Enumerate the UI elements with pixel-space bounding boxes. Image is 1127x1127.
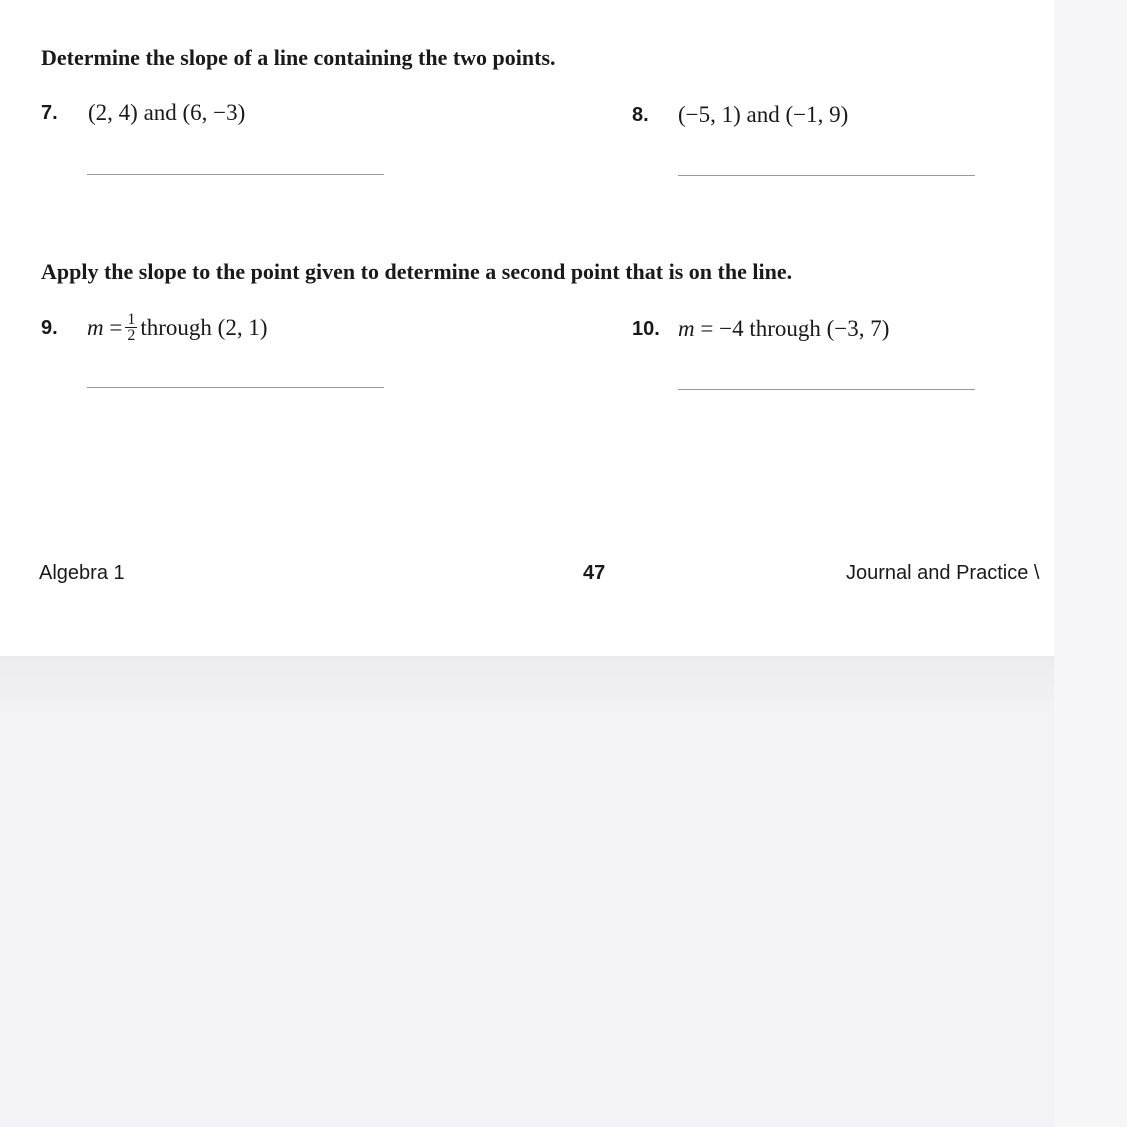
problem-8-answer-line[interactable] xyxy=(678,175,975,176)
problem-10-number: 10. xyxy=(632,318,660,340)
problem-9-answer-line[interactable] xyxy=(87,387,384,388)
problem-10-rest: = −4 through (−3, 7) xyxy=(694,316,890,341)
problem-9-equals: = xyxy=(103,314,123,340)
section1-heading: Determine the slope of a line containing the two points. xyxy=(41,45,556,70)
problem-8-expression: (−5, 1) and (−1, 9) xyxy=(678,102,849,127)
problem-10-expression xyxy=(678,316,889,342)
fraction-numerator: 1 xyxy=(127,311,136,328)
section2-heading: Apply the slope to the point given to determine a second point that is on the line. xyxy=(41,259,793,284)
problem-10-answer-line[interactable] xyxy=(678,389,975,390)
problem-8-number: 8. xyxy=(632,104,649,126)
viewer-right-margin xyxy=(1054,0,1127,1127)
problem-9-variable: m xyxy=(87,314,104,340)
problem-7-number: 7. xyxy=(41,102,58,124)
footer-course: Algebra 1 xyxy=(39,562,125,584)
problem-9-fraction xyxy=(125,312,137,343)
problem-10-variable: m xyxy=(678,316,695,341)
problem-9-number: 9. xyxy=(41,317,58,339)
page-number: 47 xyxy=(583,562,606,584)
fraction-denominator: 2 xyxy=(127,327,136,344)
problem-9-expression xyxy=(87,311,268,345)
problem-7-expression: (2, 4) and (6, −3) xyxy=(88,100,246,125)
page-bottom-shadow xyxy=(0,656,1054,716)
problem-7-answer-line[interactable] xyxy=(87,174,384,175)
problem-9-rest: through (2, 1) xyxy=(140,314,268,340)
footer-book-title: Journal and Practice \ xyxy=(846,562,1040,584)
